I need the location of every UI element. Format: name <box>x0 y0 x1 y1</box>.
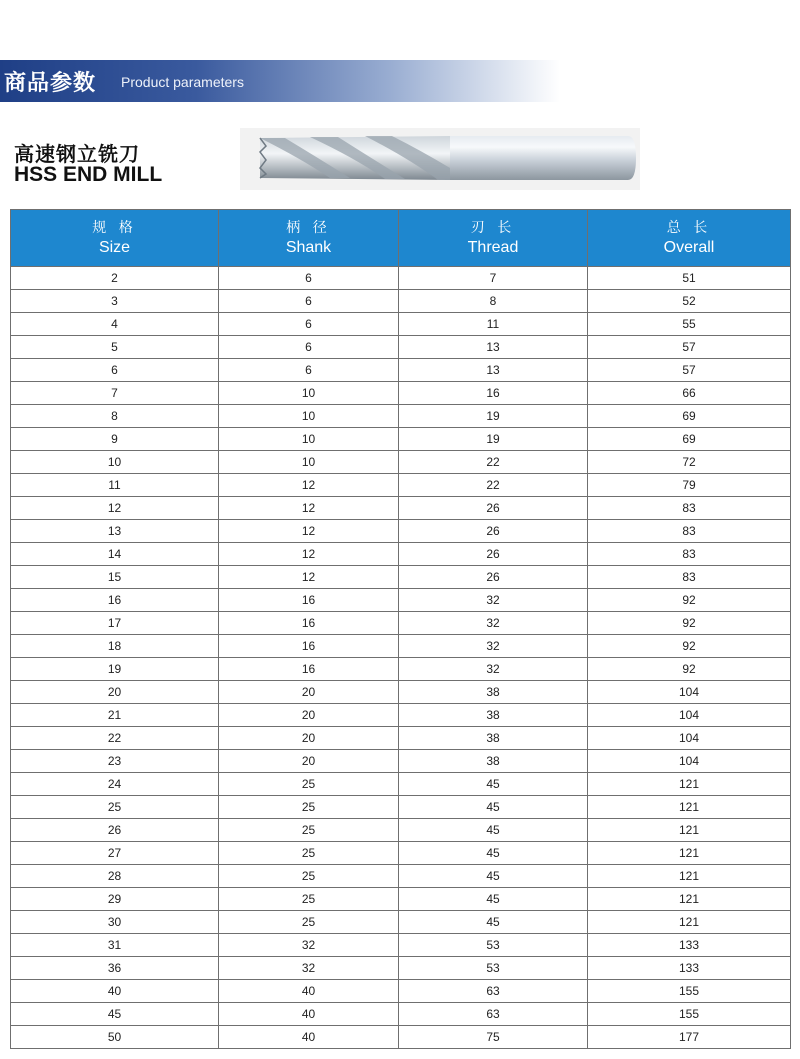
table-row <box>11 727 791 750</box>
cell-thread: 32 <box>399 635 588 658</box>
table-row <box>11 520 791 543</box>
cell-size: 31 <box>11 934 219 957</box>
cell-size: 17 <box>11 612 219 635</box>
header-size-en: Size <box>98 239 131 256</box>
cell-overall: 177 <box>588 1026 791 1049</box>
cell-size: 18 <box>11 635 219 658</box>
section-title-cn: 商品参数 <box>4 71 97 96</box>
table-row <box>11 474 791 497</box>
cell-thread: 7 <box>399 267 588 290</box>
cell-size: 6 <box>11 359 219 382</box>
cell-thread: 26 <box>399 566 588 589</box>
cell-shank: 40 <box>219 980 399 1003</box>
cell-overall: 69 <box>588 428 791 451</box>
cell-thread: 11 <box>399 313 588 336</box>
cell-shank: 12 <box>219 474 399 497</box>
cell-thread: 45 <box>399 911 588 934</box>
cell-thread: 75 <box>399 1026 588 1049</box>
cell-thread: 26 <box>399 497 588 520</box>
cell-overall: 57 <box>588 359 791 382</box>
cell-size: 13 <box>11 520 219 543</box>
cell-overall: 83 <box>588 543 791 566</box>
cell-shank: 10 <box>219 428 399 451</box>
cell-overall: 52 <box>588 290 791 313</box>
cell-size: 19 <box>11 658 219 681</box>
cell-thread: 38 <box>399 681 588 704</box>
cell-thread: 22 <box>399 451 588 474</box>
cell-thread: 38 <box>399 727 588 750</box>
cell-thread: 45 <box>399 842 588 865</box>
table-row <box>11 589 791 612</box>
cell-thread: 45 <box>399 819 588 842</box>
cell-shank: 20 <box>219 681 399 704</box>
table-row <box>11 796 791 819</box>
table-body <box>11 267 791 1049</box>
cell-size: 24 <box>11 773 219 796</box>
table-row <box>11 888 791 911</box>
cell-overall: 155 <box>588 1003 791 1026</box>
cell-thread: 26 <box>399 543 588 566</box>
cell-shank: 12 <box>219 520 399 543</box>
table-row <box>11 313 791 336</box>
cell-thread: 13 <box>399 359 588 382</box>
end-mill-image <box>240 128 640 190</box>
cell-overall: 51 <box>588 267 791 290</box>
table-row <box>11 957 791 980</box>
cell-shank: 6 <box>219 313 399 336</box>
cell-size: 16 <box>11 589 219 612</box>
table-row <box>11 819 791 842</box>
cell-overall: 79 <box>588 474 791 497</box>
header-shank-cn: 柄 径 <box>286 220 331 236</box>
section-banner <box>0 60 560 102</box>
cell-overall: 57 <box>588 336 791 359</box>
cell-size: 20 <box>11 681 219 704</box>
cell-overall: 92 <box>588 589 791 612</box>
table-row <box>11 635 791 658</box>
cell-size: 30 <box>11 911 219 934</box>
cell-shank: 25 <box>219 796 399 819</box>
cell-thread: 53 <box>399 934 588 957</box>
cell-shank: 25 <box>219 773 399 796</box>
cell-size: 3 <box>11 290 219 313</box>
cell-thread: 63 <box>399 980 588 1003</box>
cell-thread: 19 <box>399 428 588 451</box>
cell-size: 8 <box>11 405 219 428</box>
table-row <box>11 911 791 934</box>
table-row <box>11 451 791 474</box>
table-row <box>11 543 791 566</box>
cell-overall: 104 <box>588 681 791 704</box>
cell-overall: 92 <box>588 635 791 658</box>
cell-overall: 104 <box>588 704 791 727</box>
table-row <box>11 382 791 405</box>
cell-shank: 16 <box>219 589 399 612</box>
cell-size: 10 <box>11 451 219 474</box>
cell-size: 21 <box>11 704 219 727</box>
cell-overall: 121 <box>588 888 791 911</box>
cell-size: 12 <box>11 497 219 520</box>
cell-shank: 20 <box>219 727 399 750</box>
cell-shank: 25 <box>219 865 399 888</box>
cell-shank: 10 <box>219 451 399 474</box>
cell-thread: 32 <box>399 658 588 681</box>
cell-overall: 83 <box>588 497 791 520</box>
cell-shank: 40 <box>219 1026 399 1049</box>
cell-thread: 53 <box>399 957 588 980</box>
cell-size: 7 <box>11 382 219 405</box>
section-title-en: Product parameters <box>121 74 244 90</box>
cell-shank: 6 <box>219 267 399 290</box>
table-header-row <box>11 210 791 267</box>
table-row <box>11 980 791 1003</box>
table-row <box>11 934 791 957</box>
cell-overall: 92 <box>588 658 791 681</box>
cell-thread: 45 <box>399 796 588 819</box>
header-shank-en: Shank <box>285 239 332 256</box>
table-row <box>11 566 791 589</box>
cell-thread: 19 <box>399 405 588 428</box>
cell-overall: 83 <box>588 520 791 543</box>
cell-size: 22 <box>11 727 219 750</box>
header-overall-en: Overall <box>663 239 715 256</box>
cell-size: 45 <box>11 1003 219 1026</box>
header-thread-cn: 刃 长 <box>470 220 516 236</box>
table-row <box>11 865 791 888</box>
cell-shank: 6 <box>219 336 399 359</box>
cell-shank: 20 <box>219 704 399 727</box>
cell-thread: 38 <box>399 750 588 773</box>
cell-size: 50 <box>11 1026 219 1049</box>
cell-size: 27 <box>11 842 219 865</box>
cell-shank: 16 <box>219 658 399 681</box>
cell-thread: 45 <box>399 888 588 911</box>
cell-shank: 6 <box>219 290 399 313</box>
header-shank <box>219 210 399 267</box>
cell-thread: 8 <box>399 290 588 313</box>
cell-overall: 121 <box>588 819 791 842</box>
header-size-cn: 规 格 <box>92 220 137 236</box>
cell-size: 28 <box>11 865 219 888</box>
cell-shank: 25 <box>219 842 399 865</box>
cell-overall: 121 <box>588 842 791 865</box>
table-row <box>11 405 791 428</box>
product-name-en: HSS END MILL <box>14 163 163 186</box>
cell-overall: 104 <box>588 727 791 750</box>
cell-shank: 12 <box>219 543 399 566</box>
cell-size: 2 <box>11 267 219 290</box>
cell-overall: 55 <box>588 313 791 336</box>
table-row <box>11 497 791 520</box>
cell-thread: 63 <box>399 1003 588 1026</box>
cell-thread: 16 <box>399 382 588 405</box>
table-row <box>11 612 791 635</box>
cell-size: 29 <box>11 888 219 911</box>
cell-overall: 83 <box>588 566 791 589</box>
cell-size: 14 <box>11 543 219 566</box>
cell-size: 11 <box>11 474 219 497</box>
cell-size: 26 <box>11 819 219 842</box>
header-thread <box>399 210 588 267</box>
cell-size: 25 <box>11 796 219 819</box>
table-row <box>11 704 791 727</box>
cell-thread: 32 <box>399 612 588 635</box>
header-overall <box>588 210 791 267</box>
cell-thread: 22 <box>399 474 588 497</box>
cell-overall: 121 <box>588 796 791 819</box>
cell-size: 9 <box>11 428 219 451</box>
cell-overall: 155 <box>588 980 791 1003</box>
cell-overall: 121 <box>588 773 791 796</box>
cell-overall: 133 <box>588 934 791 957</box>
cell-thread: 45 <box>399 773 588 796</box>
cell-overall: 72 <box>588 451 791 474</box>
cell-size: 5 <box>11 336 219 359</box>
table-row <box>11 1026 791 1049</box>
table-row <box>11 359 791 382</box>
cell-shank: 10 <box>219 405 399 428</box>
spec-table <box>10 209 791 1049</box>
cell-shank: 25 <box>219 819 399 842</box>
cell-overall: 66 <box>588 382 791 405</box>
table-row <box>11 750 791 773</box>
table-row <box>11 290 791 313</box>
cell-overall: 104 <box>588 750 791 773</box>
table-row <box>11 336 791 359</box>
cell-shank: 16 <box>219 635 399 658</box>
cell-overall: 133 <box>588 957 791 980</box>
table-row <box>11 1003 791 1026</box>
cell-shank: 16 <box>219 612 399 635</box>
product-name-cn: 高速钢立铣刀 <box>14 142 140 166</box>
cell-size: 15 <box>11 566 219 589</box>
table-row <box>11 267 791 290</box>
table-row <box>11 842 791 865</box>
cell-shank: 6 <box>219 359 399 382</box>
cell-thread: 45 <box>399 865 588 888</box>
cell-shank: 32 <box>219 934 399 957</box>
cell-size: 23 <box>11 750 219 773</box>
cell-shank: 12 <box>219 566 399 589</box>
table-row <box>11 428 791 451</box>
cell-shank: 20 <box>219 750 399 773</box>
cell-thread: 32 <box>399 589 588 612</box>
cell-shank: 25 <box>219 888 399 911</box>
cell-overall: 121 <box>588 865 791 888</box>
cell-shank: 40 <box>219 1003 399 1026</box>
cell-shank: 10 <box>219 382 399 405</box>
cell-shank: 32 <box>219 957 399 980</box>
header-thread-en: Thread <box>467 239 519 256</box>
table-row <box>11 773 791 796</box>
cell-thread: 26 <box>399 520 588 543</box>
cell-size: 36 <box>11 957 219 980</box>
header-overall-cn: 总 长 <box>666 220 712 236</box>
cell-thread: 13 <box>399 336 588 359</box>
table-row <box>11 658 791 681</box>
cell-size: 40 <box>11 980 219 1003</box>
table-row <box>11 681 791 704</box>
cell-thread: 38 <box>399 704 588 727</box>
header-size <box>11 210 219 267</box>
cell-size: 4 <box>11 313 219 336</box>
cell-shank: 12 <box>219 497 399 520</box>
cell-overall: 121 <box>588 911 791 934</box>
cell-shank: 25 <box>219 911 399 934</box>
cell-overall: 92 <box>588 612 791 635</box>
cell-overall: 69 <box>588 405 791 428</box>
